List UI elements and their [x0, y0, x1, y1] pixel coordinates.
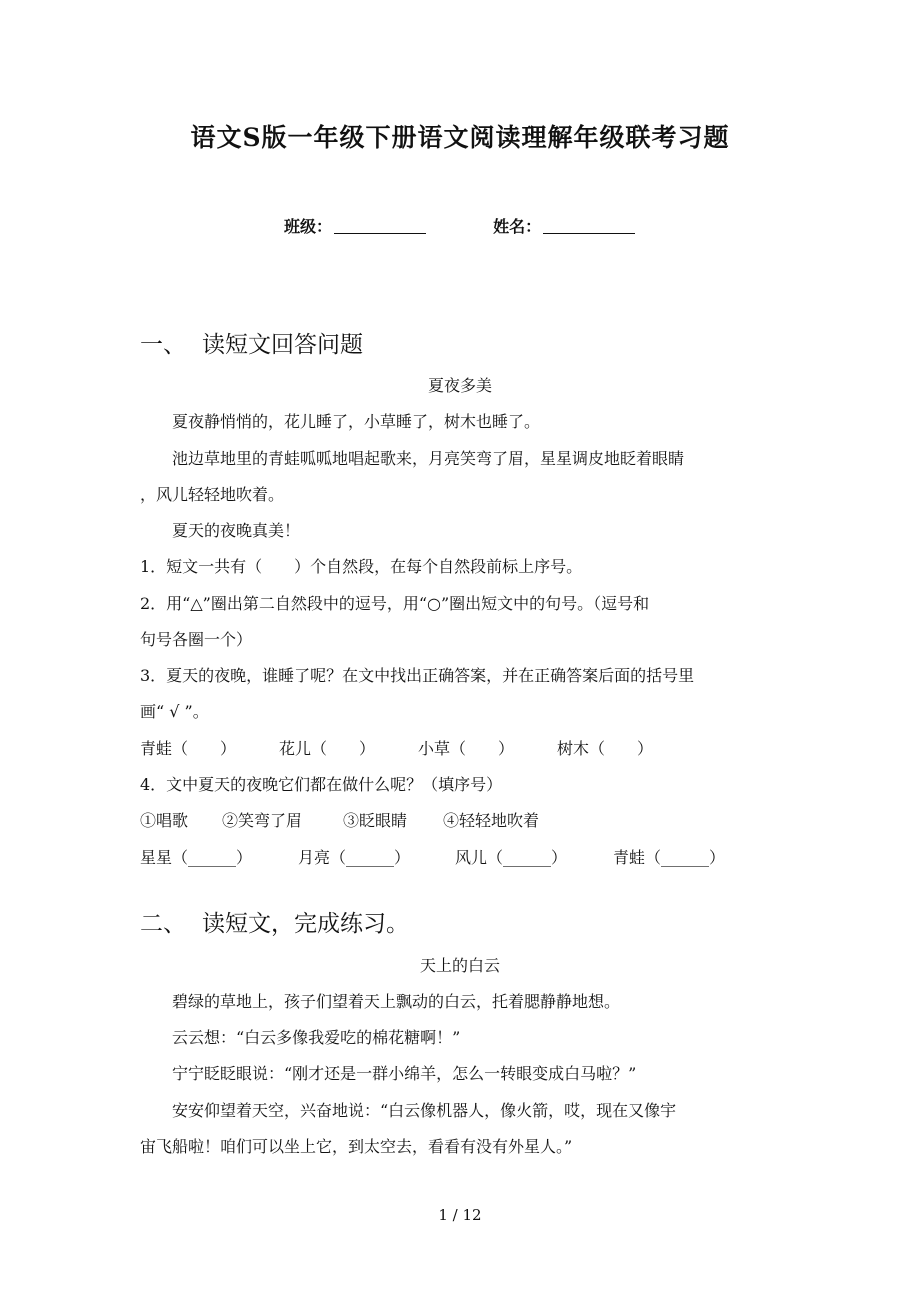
question-4-blanks — [140, 845, 725, 868]
document-title: 语文S版一年级下册语文阅读理解年级联考习题 — [190, 123, 730, 152]
section-1-heading — [140, 326, 363, 359]
option-item[interactable]: 花儿（ ） — [279, 739, 376, 758]
passage-2-paragraph: 安安仰望着天空，兴奋地说：“白云像机器人，像火箭，哎，现在又像宇 — [172, 1101, 677, 1120]
choice-item: ②笑弯了眉 — [222, 811, 303, 830]
question-4: 4．文中夏天的夜晚它们都在做什么呢？（填序号） — [140, 775, 503, 794]
answer-blank[interactable]: 青蛙（______） — [613, 848, 726, 867]
option-item[interactable]: 青蛙（ ） — [140, 739, 237, 758]
choice-item: ④轻轻地吹着 — [443, 811, 540, 830]
passage-1-paragraph: 夏天的夜晚真美！ — [172, 521, 301, 540]
passage-2-paragraph: 宁宁眨眨眼说：“刚才还是一群小绵羊，怎么一转眼变成白马啦？” — [172, 1064, 637, 1083]
student-info — [284, 214, 635, 237]
passage-1-paragraph: 夏夜静悄悄的，花儿睡了，小草睡了，树木也睡了。 — [172, 412, 541, 431]
question-3: 3．夏天的夜晚，谁睡了呢？在文中找出正确答案，并在正确答案后面的括号里 — [140, 666, 695, 685]
section-2-number: 二、 — [140, 911, 186, 937]
question-1: 1．短文一共有（ ）个自然段，在每个自然段前标上序号。 — [140, 557, 583, 576]
answer-blank[interactable]: 月亮（______） — [298, 848, 411, 867]
answer-blank[interactable]: 风儿（______） — [455, 848, 568, 867]
name-blank[interactable] — [543, 217, 635, 234]
answer-blank[interactable]: 星星（______） — [140, 848, 253, 867]
passage-2-paragraph: 碧绿的草地上，孩子们望着天上飘动的白云，托着腮静静地想。 — [172, 992, 621, 1011]
passage-2-paragraph: 云云想：“白云多像我爱吃的棉花糖啊！” — [172, 1028, 461, 1047]
option-item[interactable]: 树木（ ） — [557, 739, 654, 758]
class-label: 班级： — [284, 217, 333, 236]
choice-item: ③眨眼睛 — [343, 811, 408, 830]
passage-2-paragraph: 宙飞船啦！咱们可以坐上它，到太空去，看看有没有外星人。” — [140, 1137, 573, 1156]
option-item[interactable]: 小草（ ） — [418, 739, 515, 758]
class-blank[interactable] — [334, 217, 426, 234]
section-2-title: 读短文，完成练习。 — [202, 911, 409, 937]
passage-1-title: 夏夜多美 — [427, 376, 492, 395]
question-4-choices — [140, 808, 539, 831]
question-2: 2．用“△”圈出第二自然段中的逗号，用“○”圈出短文中的句号。（逗号和 — [140, 594, 650, 613]
section-2-heading — [140, 905, 409, 938]
passage-1-paragraph: ，风儿轻轻地吹着。 — [140, 485, 285, 504]
choice-item: ①唱歌 — [140, 811, 189, 830]
question-3-cont: 画“ √ ”。 — [140, 702, 209, 721]
name-label: 姓名： — [493, 217, 542, 236]
page-number: 1 / 12 — [438, 1206, 482, 1224]
section-1-number: 一、 — [140, 332, 186, 358]
passage-1-paragraph: 池边草地里的青蛙呱呱地唱起歌来，月亮笑弯了眉，星星调皮地眨着眼睛 — [172, 449, 685, 468]
passage-2-title: 天上的白云 — [419, 956, 500, 975]
question-2-cont: 句号各圈一个） — [140, 630, 253, 649]
question-3-options — [140, 736, 653, 759]
section-1-title: 读短文回答问题 — [202, 332, 363, 358]
